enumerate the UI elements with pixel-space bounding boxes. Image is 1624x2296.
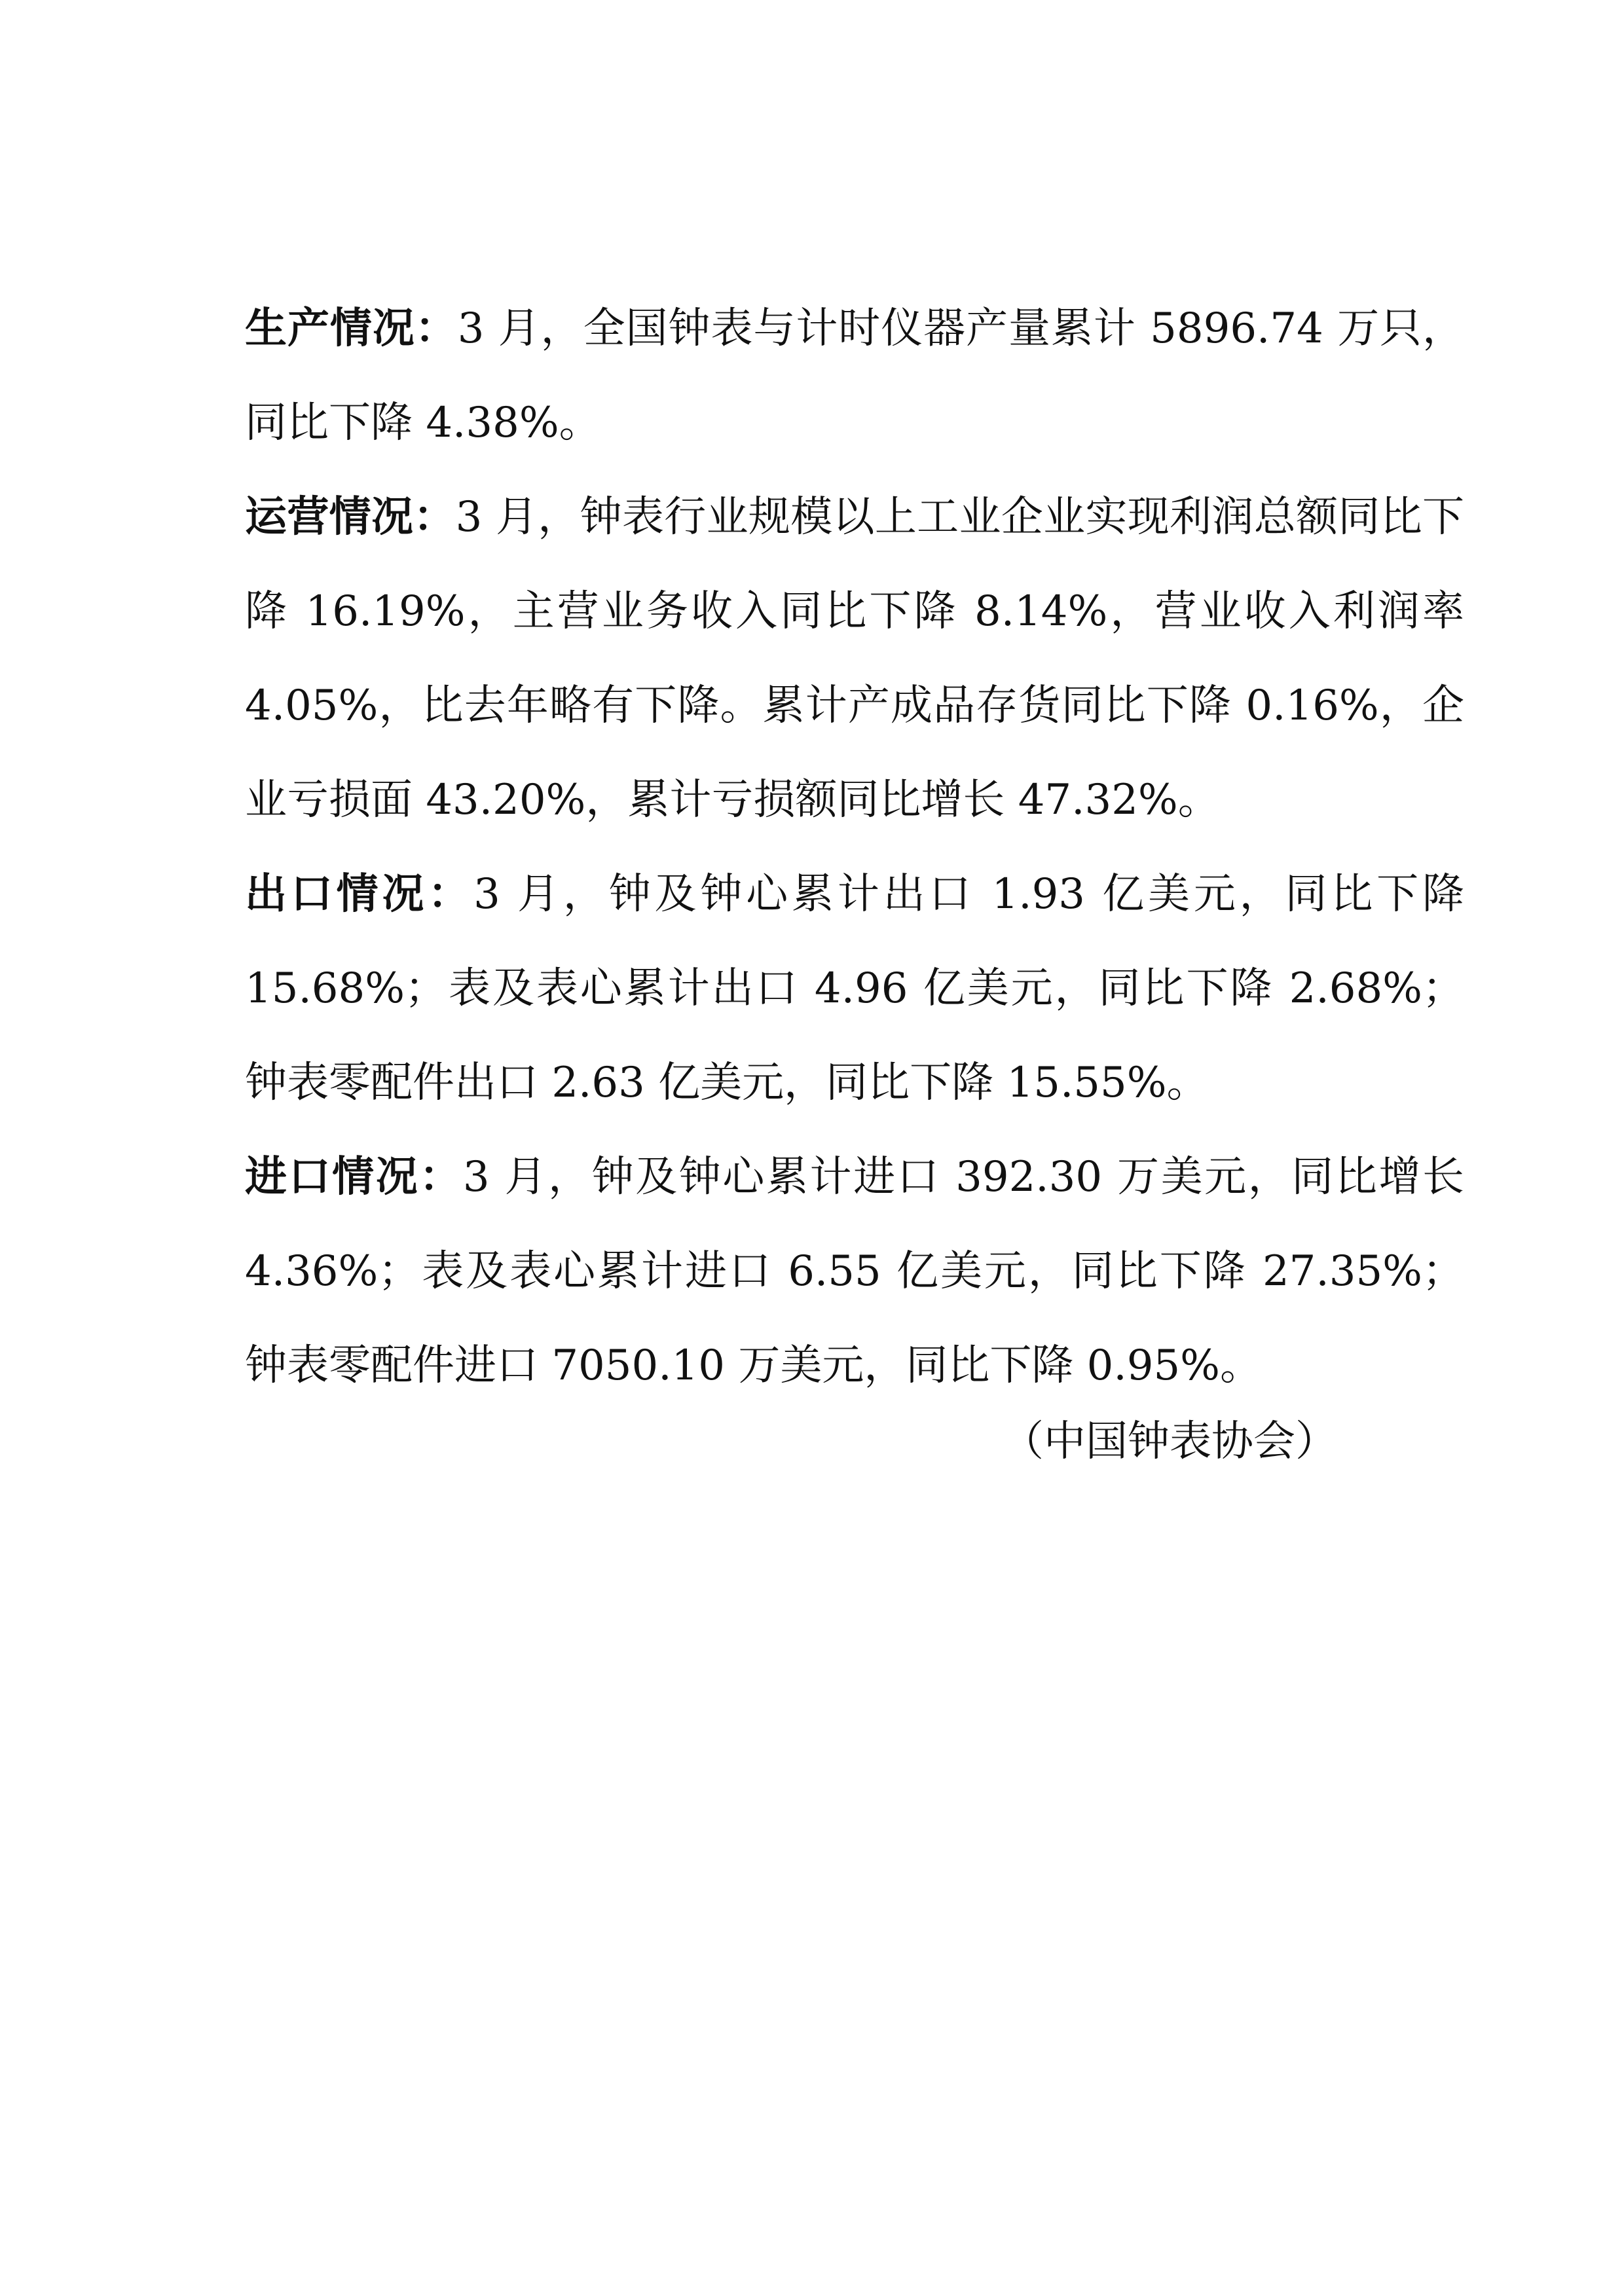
- import-text: 3 月，钟及钟心累计进口 392.30 万美元，同比增长 4.36%；表及表心累计进口 6.55 亿美元，同比下降 27.35%；钟表零配件进口 7050.10 万美元，同比下降 0.95%。: [245, 1153, 1465, 1390]
- export-text: 3 月，钟及钟心累计出口 1.93 亿美元，同比下降 15.68%；表及表心累计出口 4.96 亿美元，同比下降 2.68%；钟表零配件出口 2.63 亿美元，同比下降 15.55%。: [245, 870, 1465, 1107]
- production-text: 3 月，全国钟表与计时仪器产量累计 5896.74 万只，同比下降 4.38%。: [245, 304, 1464, 447]
- import-paragraph: [245, 1130, 1464, 1413]
- import-label: 进口情况：: [245, 1153, 463, 1201]
- report-body: [245, 282, 1464, 1413]
- operations-paragraph: [245, 470, 1464, 847]
- signature: （中国钟表协会）: [1002, 1417, 1337, 1466]
- operations-label: 运营情况：: [245, 493, 456, 541]
- export-paragraph: [245, 847, 1464, 1130]
- production-label: 生产情况：: [245, 304, 458, 353]
- operations-text: 3 月，钟表行业规模以上工业企业实现利润总额同比下降 16.19%，主营业务收入同比下降 8.14%，营业收入利润率 4.05%，比去年略有下降。累计产成品存货同比下降 0.16%，企业亏损面 43.20%，累计亏损额同比增长 47.32%。: [245, 493, 1465, 824]
- export-label: 出口情况：: [245, 870, 474, 919]
- production-paragraph: [245, 282, 1464, 470]
